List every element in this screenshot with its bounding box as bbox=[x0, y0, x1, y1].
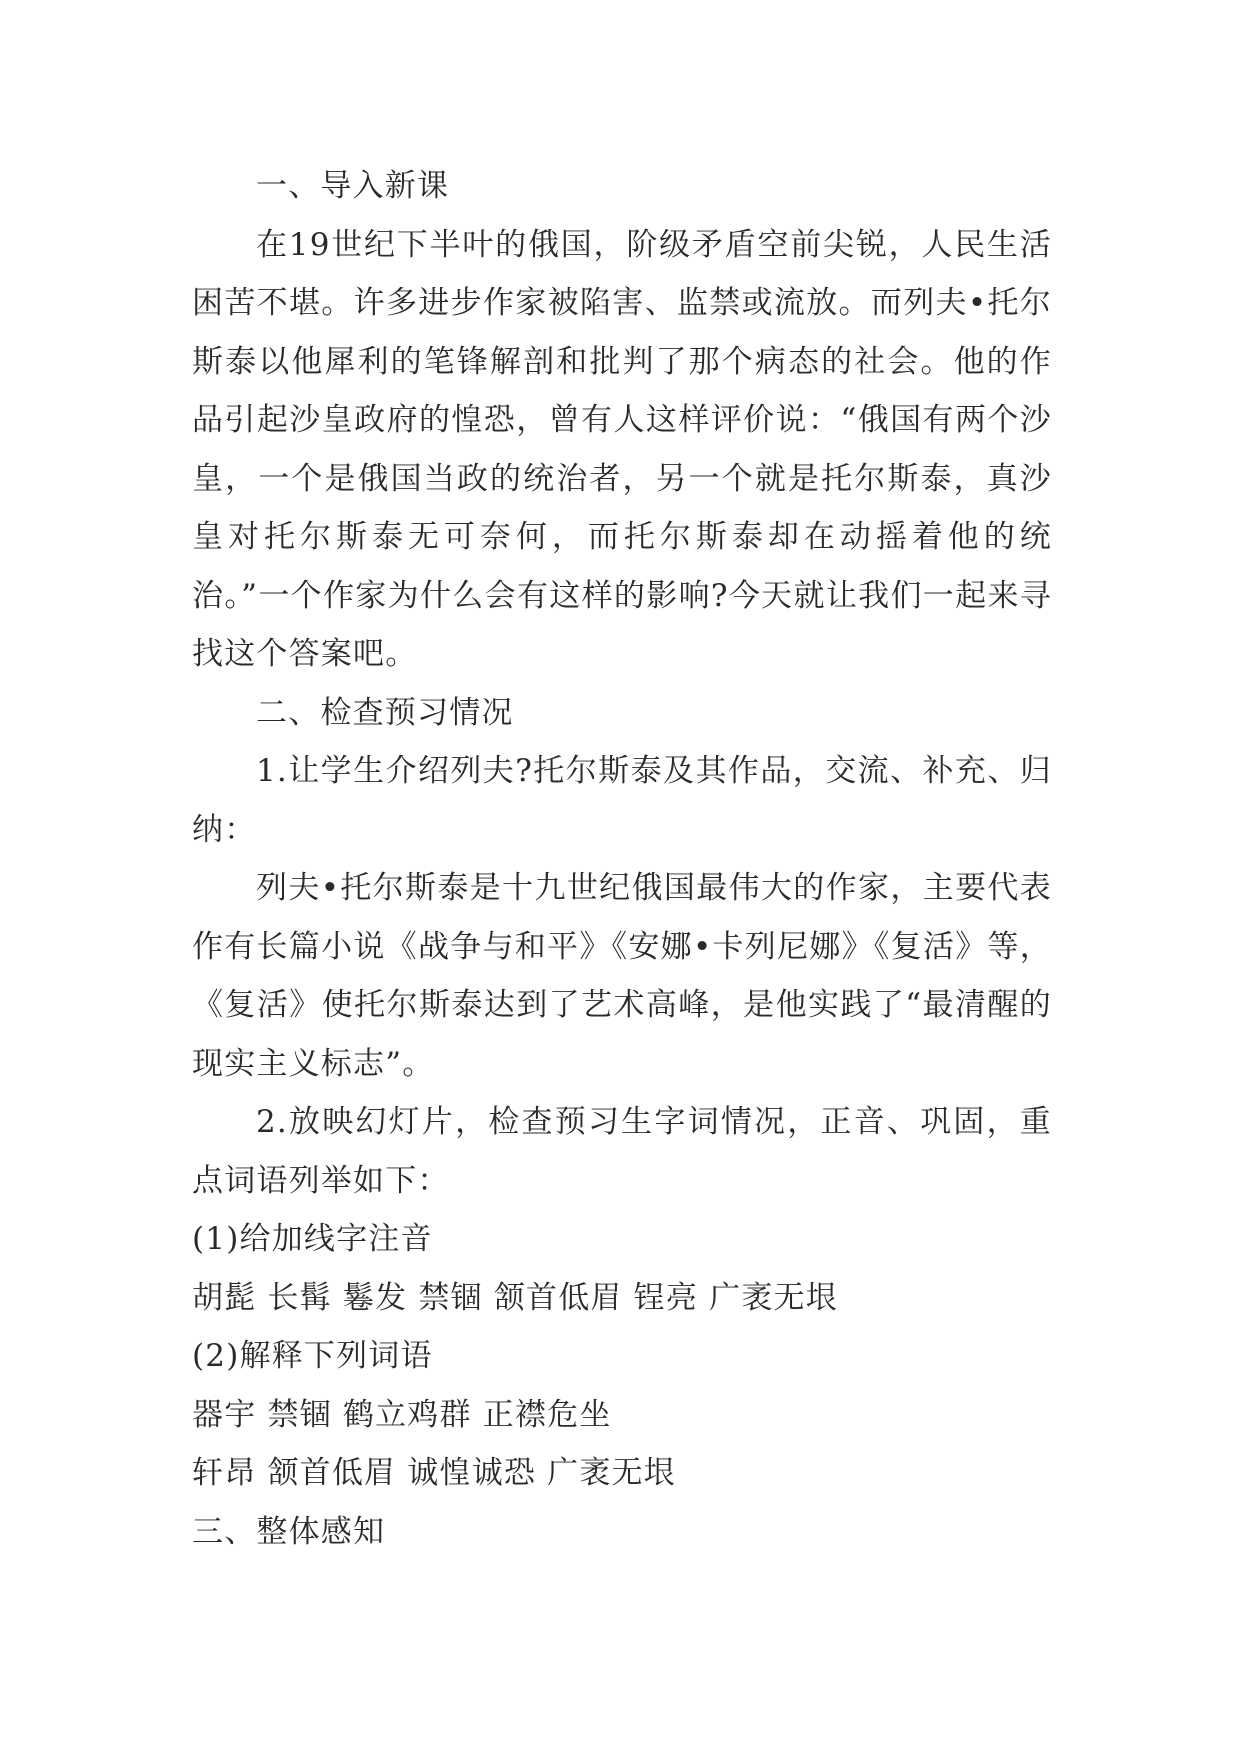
section-heading-preview-check: 二、检查预习情况 bbox=[256, 694, 514, 731]
intro-paragraph: 在19世纪下半叶的俄国，阶级矛盾空前尖锐，人民生活困苦不堪。许多进步作家被陷害、监禁或流放。而列夫•托尔斯泰以他犀利的笔锋解剖和批判了那个病态的社会。他的作品引起沙皇政府的惶恐，曾有人这样评价说：“俄国有两个沙皇，一个是俄国当政的统治者，另一个就是托尔斯泰，真沙皇对托尔斯泰无可奈何，而托尔斯泰却在动摇着他的统治。”一个作家为什么会有这样的影响?今天就让我们一起来寻找这个答案吧。 bbox=[192, 226, 1052, 672]
vocabulary-list-definitions-1: 器宇 禁锢 鹤立鸡群 正襟危坐 bbox=[192, 1396, 612, 1433]
section-heading-overall-perception: 三、整体感知 bbox=[192, 1513, 386, 1550]
numbered-item-2: 2.放映幻灯片，检查预习生字词情况，正音、巩固，重点词语列举如下： bbox=[192, 1104, 1052, 1199]
author-intro-paragraph: 列夫•托尔斯泰是十九世纪俄国最伟大的作家，主要代表作有长篇小说《战争与和平》《安娜•卡列尼娜》《复活》等，《复活》使托尔斯泰达到了艺术高峰，是他实践了“最清醒的现实主义标志”。 bbox=[192, 870, 1052, 1082]
sub-item-1-heading: (1)给加线字注音 bbox=[192, 1221, 433, 1257]
sub-item-2-heading: (2)解释下列词语 bbox=[192, 1338, 433, 1374]
vocabulary-list-definitions-2: 轩昂 颔首低眉 诚惶诚恐 广袤无垠 bbox=[192, 1455, 676, 1491]
section-heading-intro: 一、导入新课 bbox=[256, 168, 450, 204]
vocabulary-list-pronunciation: 胡髭 长髯 鬈发 禁锢 颔首低眉 锃亮 广袤无垠 bbox=[192, 1279, 838, 1316]
document-body bbox=[192, 157, 1052, 1561]
numbered-item-1: 1.让学生介绍列夫?托尔斯泰及其作品，交流、补充、归纳： bbox=[192, 753, 1052, 848]
